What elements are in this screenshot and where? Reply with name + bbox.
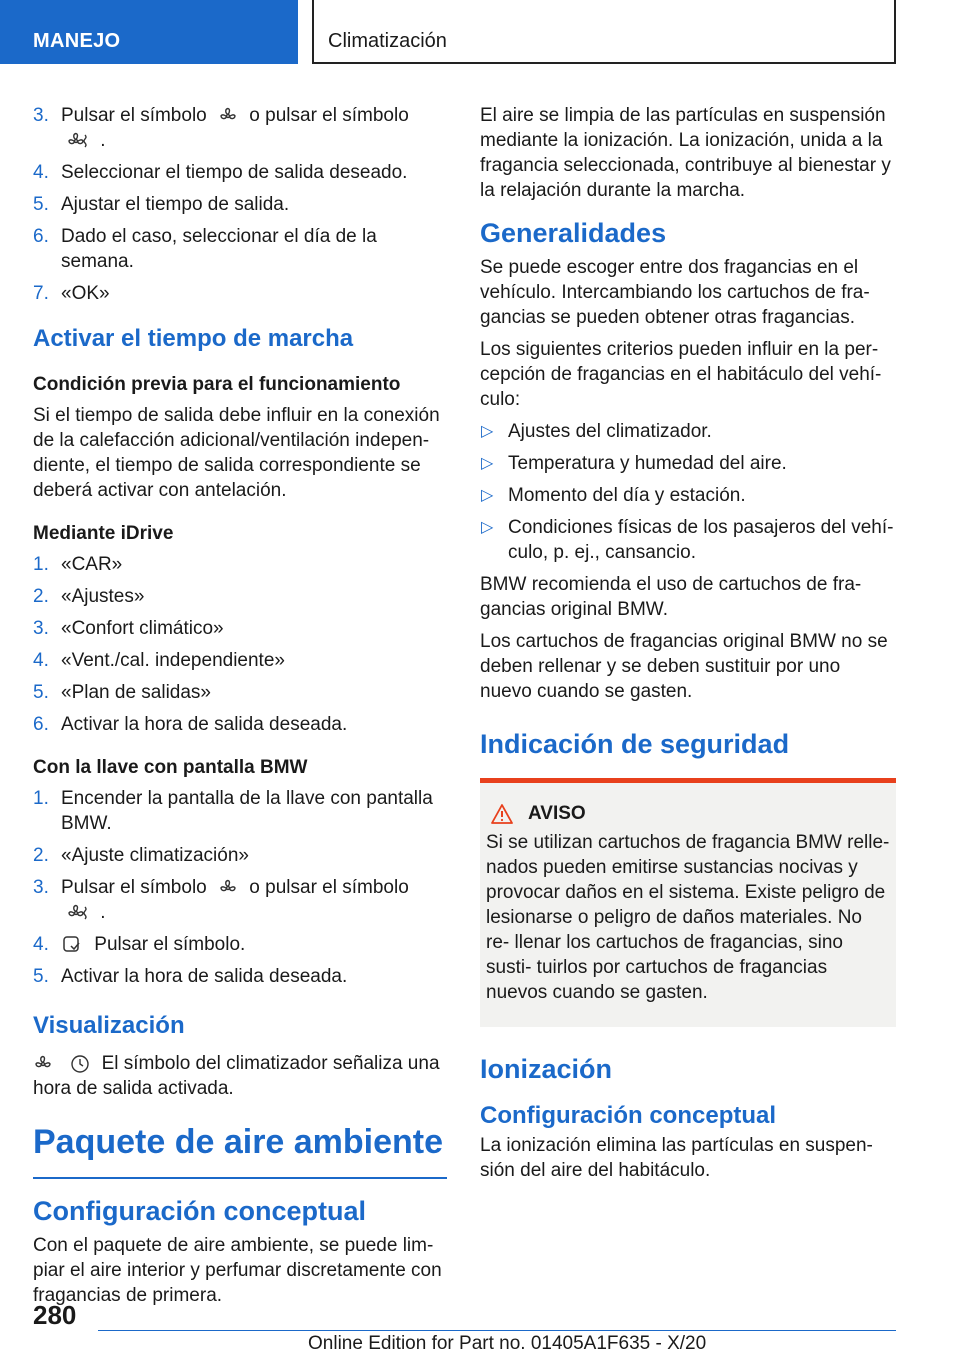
list-item: 5. Activar la hora de salida deseada. <box>33 966 348 987</box>
paragraph: Se puede escoger entre dos fragancias en el vehículo. Intercambiando los cartuchos de fra‐ gancias se pueden obtener otras fragancias. <box>480 257 870 328</box>
section-tab <box>0 0 298 64</box>
section-heading: Ionización <box>480 1054 613 1084</box>
fan-icon <box>218 879 238 897</box>
subheading: Con la llave con pantalla BMW <box>33 757 308 778</box>
section-heading: Generalidades <box>480 218 667 248</box>
section-heading: Configuración conceptual <box>33 1196 367 1226</box>
divider <box>33 1177 447 1179</box>
list-item: 4. «Vent./cal. independiente» <box>33 650 285 671</box>
list-item: 3. «Confort climático» <box>33 618 224 639</box>
list-item: 6. Activar la hora de salida deseada. <box>33 714 348 735</box>
fan-heat-icon <box>67 132 89 150</box>
paragraph: Con el paquete de aire ambiente, se puede lim‐ piar el aire interior y perfumar discretamente con fragancias de primera. <box>33 1235 442 1306</box>
subheading: Mediante iDrive <box>33 523 174 544</box>
fan-icon <box>218 107 238 125</box>
paragraph: BMW recomienda el uso de cartuchos de fra‐ gancias original BMW. <box>480 574 862 620</box>
section-heading: Activar el tiempo de marcha <box>33 325 354 352</box>
list-item: 4. Pulsar el símbolo. <box>33 934 246 955</box>
list-item: ▷ Momento del día y estación. <box>481 485 746 506</box>
bullet-triangle-icon: ▷ <box>481 455 494 472</box>
paragraph: Los siguientes criterios pueden influir en la per‐ cepción de fragancias en el habitáculo del vehí‐ culo: <box>480 339 882 410</box>
list-item: 5. «Plan de salidas» <box>33 682 211 703</box>
fan-icon <box>33 1055 53 1073</box>
warning-text: Si se utilizan cartuchos de fragancia BMW relle‐ nados pueden emitirse sustancias nocivas y provocar daños en el sistema. Existe peligro de lesionarse o peligro de daños materiales. No re‐ llenar los cartuchos de fragancias, sino susti‐ tuirlos por cartuchos de fragancias nuevos cuando se gasten. <box>486 832 890 1003</box>
fan-heat-icon <box>67 904 89 922</box>
subheading: Condición previa para el funcionamiento <box>33 374 401 395</box>
clock-icon <box>70 1054 90 1074</box>
section-heading: Indicación de seguridad <box>480 729 790 759</box>
footer-divider <box>98 1330 896 1331</box>
paragraph: Si el tiempo de salida debe influir en la conexión de la calefacción adicional/ventilación indepen‐ diente, el tiempo de salida correspondiente se deberá activar con antelación. <box>33 405 440 501</box>
list-item: 5. Ajustar el tiempo de salida. <box>33 194 290 215</box>
key-display-icon <box>61 935 83 955</box>
list-item: 1. «CAR» <box>33 554 123 575</box>
paragraph: El símbolo del climatizador señaliza una hora de salida activada. <box>33 1053 440 1099</box>
right-column <box>480 103 896 1190</box>
left-column <box>33 103 447 1315</box>
list-item: 2. «Ajustes» <box>33 586 145 607</box>
list-item: ▷ Temperatura y humedad del aire. <box>481 453 787 474</box>
list-item: 1. Encender la pantalla de la llave con pantalla BMW. <box>33 788 433 834</box>
subsection-heading: Configuración conceptual <box>480 1102 777 1129</box>
warning-triangle-icon <box>490 803 514 825</box>
section-title: MANEJO <box>33 30 121 52</box>
paragraph: El aire se limpia de las partículas en suspensión mediante la ionización. La ionización, unida a la fragancia seleccionada, contribuye al bienestar y la relajación durante la marcha. <box>480 105 891 201</box>
page-number: 280 <box>33 1300 77 1330</box>
chapter-tab <box>312 0 896 64</box>
paragraph: Los cartuchos de fragancias original BMW no se deben rellenar y se deben sustituir por uno nuevo cuando se gasten. <box>480 631 888 702</box>
bullet-triangle-icon: ▷ <box>481 423 494 440</box>
chapter-title: Climatización <box>328 30 447 52</box>
footer-edition: Online Edition for Part no. 01405A1F635 - X/20 <box>308 1333 707 1354</box>
section-heading: Visualización <box>33 1012 185 1039</box>
list-item: 3. Pulsar el símbolo o pulsar el símbolo . <box>33 877 409 923</box>
list-item: ▷ Ajustes del climatizador. <box>481 421 712 442</box>
paragraph: La ionización elimina las partículas en suspen‐ sión del aire del habitáculo. <box>480 1135 873 1181</box>
list-item: 7. «OK» <box>33 283 110 304</box>
bullet-triangle-icon: ▷ <box>481 519 494 536</box>
list-item: 2. «Ajuste climatización» <box>33 845 249 866</box>
warning-title: AVISO <box>486 801 890 826</box>
warning-box <box>480 778 896 1027</box>
list-item: 4. Seleccionar el tiempo de salida deseado. <box>33 162 408 183</box>
bullet-triangle-icon: ▷ <box>481 487 494 504</box>
list-item: 3. Pulsar el símbolo o pulsar el símbolo . <box>33 105 409 151</box>
list-item: 6. Dado el caso, seleccionar el día de la semana. <box>33 226 377 272</box>
list-item: ▷ Condiciones físicas de los pasajeros del vehí‐ culo, p. ej., cansancio. <box>481 517 894 563</box>
chapter-heading: Paquete de aire ambiente <box>33 1123 444 1161</box>
